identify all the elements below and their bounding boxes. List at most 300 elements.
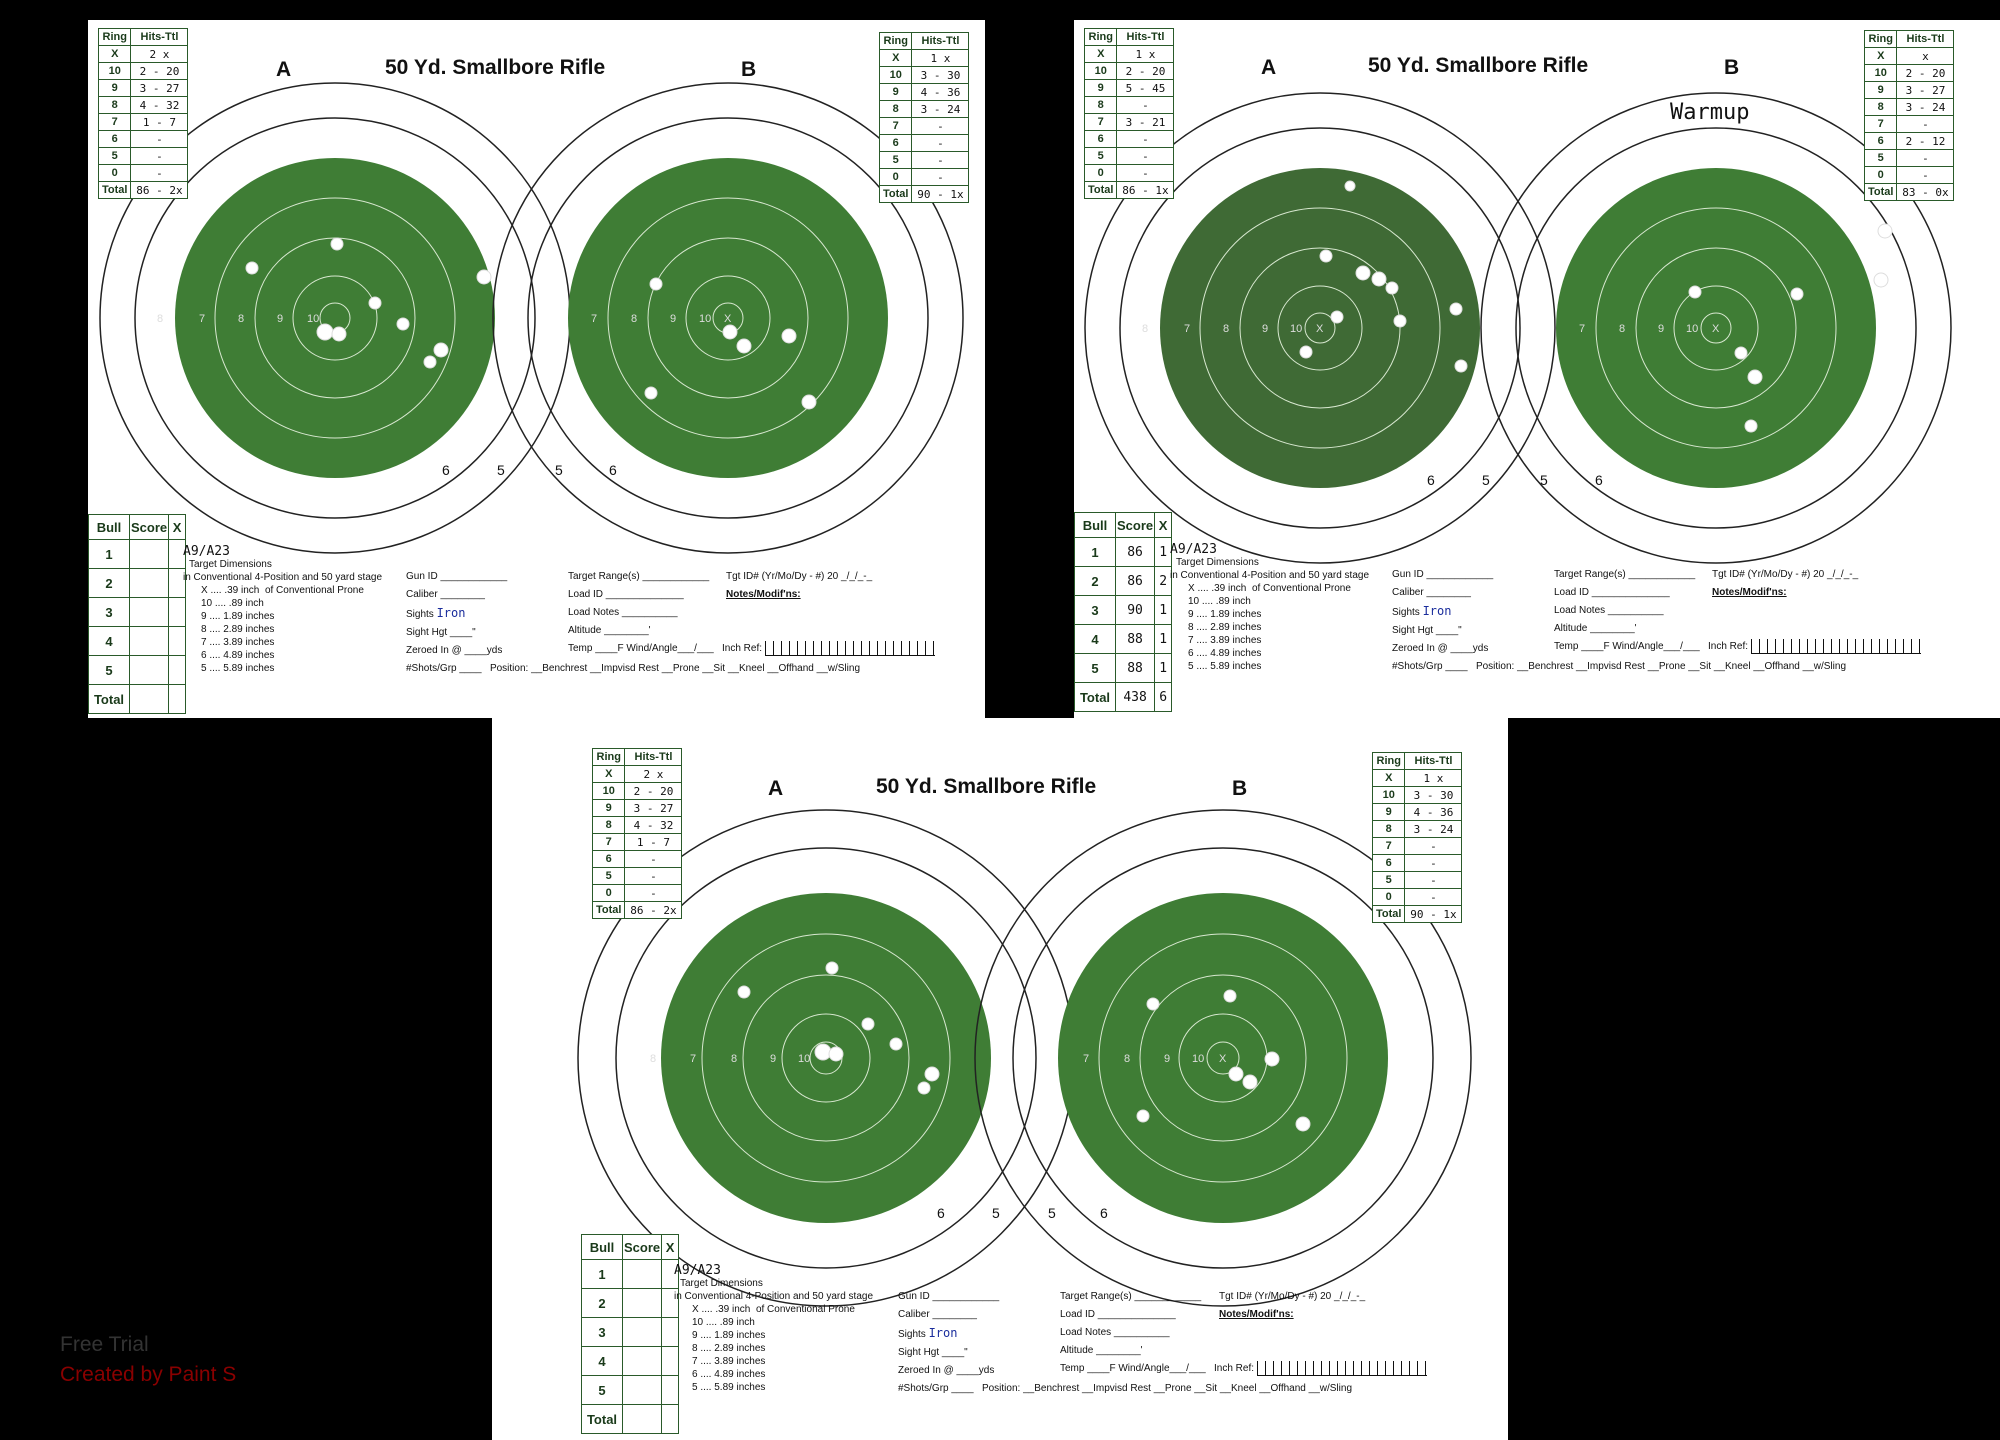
- dims-line1: in Conventional 4-Position and 50 yard stage: [183, 572, 383, 583]
- sight-hgt-label: Sight Hgt: [1392, 625, 1434, 636]
- svg-text:7: 7: [1083, 1053, 1090, 1065]
- x-header: X: [662, 1235, 679, 1260]
- ring-label: 8: [1373, 821, 1405, 838]
- sheet-title: 50 Yd. Smallbore Rifle: [1368, 54, 1589, 77]
- dims-ring: 6: [201, 650, 207, 661]
- ring-label: 0: [1085, 165, 1117, 182]
- caliber-label: Caliber: [406, 589, 438, 600]
- hits-value: 3 - 27: [625, 800, 682, 817]
- svg-text:5: 5: [555, 462, 563, 478]
- zeroed-label: Zeroed In @ ____yds: [898, 1365, 995, 1376]
- watermark-line1: Free Trial: [60, 1333, 149, 1356]
- bull-a-label: A: [768, 777, 784, 800]
- ring-label: 8: [1085, 97, 1117, 114]
- score-header: Score: [1116, 513, 1155, 538]
- ring-label: 8: [99, 97, 131, 114]
- ring-label: 7: [99, 114, 131, 131]
- bull-score: [623, 1260, 662, 1289]
- load-id-label: Load ID: [568, 589, 604, 600]
- bull-score: [623, 1289, 662, 1318]
- position-label: Position: __Benchrest __Impvisd Rest __Prone __Sit __Kneel __Offhand __w/Sling: [1475, 661, 1847, 672]
- hits-value: -: [1117, 148, 1174, 165]
- zeroed-label: Zeroed In @ ____yds: [406, 645, 503, 656]
- hits-value: -: [1117, 131, 1174, 148]
- bull-number: 1: [89, 540, 130, 569]
- ring-header: Ring: [1865, 31, 1897, 48]
- dims-ring: 9: [692, 1330, 698, 1341]
- hits-value: 2 - 20: [1897, 65, 1954, 82]
- ring-label: Total: [99, 182, 131, 199]
- svg-text:8: 8: [1619, 323, 1626, 335]
- caliber-label: Caliber: [1392, 587, 1424, 598]
- bull-a-label: A: [1261, 56, 1277, 79]
- ring-label: 0: [1373, 889, 1405, 906]
- ring-label: 10: [1865, 65, 1897, 82]
- dims-size: 1.89 inches: [714, 1330, 766, 1341]
- ring-label: 7: [1085, 114, 1117, 131]
- bull-score-table: [88, 514, 186, 714]
- svg-text:7: 7: [199, 313, 206, 325]
- dims-line1b: of Conventional Prone: [755, 1304, 855, 1315]
- bull-b-label: B: [1724, 56, 1740, 79]
- ring-label: 5: [99, 148, 131, 165]
- ring-label: X: [880, 50, 912, 67]
- tgt-form: [1712, 566, 1858, 602]
- hits-header: Hits-Ttl: [131, 29, 188, 46]
- dims-ring: 9: [1188, 609, 1194, 620]
- shots-label: #Shots/Grp ____: [898, 1383, 974, 1394]
- ring-label: 7: [593, 834, 625, 851]
- svg-text:7: 7: [690, 1053, 697, 1065]
- ring-label: 9: [1865, 82, 1897, 99]
- notes-label: Notes/Modif'ns:: [1712, 587, 1787, 598]
- bull-score: 88: [1116, 654, 1155, 683]
- dims-ring: 7: [1188, 635, 1194, 646]
- hits-value: 86 - 1x: [1117, 182, 1174, 199]
- ring-header: Ring: [1085, 29, 1117, 46]
- hits-value: -: [625, 851, 682, 868]
- svg-text:10: 10: [1686, 323, 1699, 335]
- bull-number: 2: [582, 1289, 623, 1318]
- hits-header: Hits-Ttl: [1117, 29, 1174, 46]
- ring-label: 9: [1373, 804, 1405, 821]
- ring-table-b: [1372, 752, 1462, 923]
- target-sheet-3: [492, 718, 1508, 1440]
- bull-x: 1: [1155, 625, 1172, 654]
- bull-number: 5: [89, 656, 130, 685]
- load-id-label: Load ID: [1060, 1309, 1096, 1320]
- dims-ring: 9: [201, 611, 207, 622]
- bull-score: [130, 569, 169, 598]
- hits-value: 4 - 36: [912, 84, 969, 101]
- notes-label: Notes/Modif'ns:: [1219, 1309, 1294, 1320]
- hits-value: 3 - 30: [912, 67, 969, 84]
- ring-label: Total: [593, 902, 625, 919]
- watermark-line2: Created by Paint S: [60, 1363, 237, 1386]
- dims-size: 4.89 inches: [714, 1369, 766, 1380]
- altitude-label: Altitude: [1060, 1345, 1094, 1356]
- bull-number: 2: [1075, 567, 1116, 596]
- dims-size: 5.89 inches: [1210, 661, 1262, 672]
- hits-value: -: [1405, 872, 1462, 889]
- dims-size: 1.89 inches: [223, 611, 275, 622]
- target-code: A9/A23: [674, 1263, 721, 1278]
- ring-label: 6: [1373, 855, 1405, 872]
- sights-label: Sights: [406, 609, 434, 620]
- ring-label: 5: [1865, 150, 1897, 167]
- dims-ring: 10: [692, 1317, 704, 1328]
- hits-value: x: [1897, 48, 1954, 65]
- bull-number: Total: [1075, 683, 1116, 712]
- svg-text:9: 9: [1658, 323, 1665, 335]
- target-dimensions: A9/A23 Target Dimensions in Conventional 4-Position and 50 yard stage X .... .39 inch of Conventional Prone 10 .... .89 inch 9 .... 1.89 inches 8 .... 2.89 inches 7 .... 3.89 inches 6 .... 4.89 inches 5 .... 5.89 inches: [1170, 542, 1370, 672]
- target-range-label: Target Range(s): [568, 571, 640, 582]
- dims-ring: 5: [201, 663, 207, 674]
- inch-ruler: [765, 641, 935, 656]
- svg-text:X: X: [1712, 323, 1720, 335]
- svg-text:8: 8: [157, 313, 164, 325]
- shots-label: #Shots/Grp ____: [406, 663, 482, 674]
- svg-text:9: 9: [277, 313, 284, 325]
- hits-value: 2 x: [625, 766, 682, 783]
- zeroed-label: Zeroed In @ ____yds: [1392, 643, 1489, 654]
- hits-header: Hits-Ttl: [625, 749, 682, 766]
- hits-value: -: [131, 148, 188, 165]
- dims-ring: X: [692, 1304, 699, 1315]
- bull-b-label: B: [1232, 777, 1248, 800]
- target-range-label: Target Range(s): [1060, 1291, 1132, 1302]
- hits-value: -: [912, 152, 969, 169]
- dims-size: .39 inch: [224, 585, 260, 596]
- score-header: Score: [130, 515, 169, 540]
- tgt-id-label: Tgt ID# (Yr/Mo/Dy - #) 20 _/_/_-_: [726, 571, 873, 582]
- bull-number: 3: [582, 1318, 623, 1347]
- svg-text:5: 5: [1482, 472, 1490, 488]
- ring-table-b: [1864, 30, 1954, 201]
- tgt-form: [726, 568, 872, 604]
- dims-ring: 8: [692, 1343, 698, 1354]
- sheet-title: 50 Yd. Smallbore Rifle: [385, 56, 606, 79]
- inch-ref-label: Inch Ref:: [722, 643, 763, 654]
- svg-text:10: 10: [1192, 1053, 1205, 1065]
- bull-number: Total: [89, 685, 130, 714]
- x-header: X: [1155, 513, 1172, 538]
- dims-size: 5.89 inches: [714, 1382, 766, 1393]
- dims-ring: X: [201, 585, 208, 596]
- ring-label: Total: [1373, 906, 1405, 923]
- dims-line1b: of Conventional Prone: [264, 585, 364, 596]
- sight-hgt-label: Sight Hgt: [898, 1347, 940, 1358]
- bull-score: 86: [1116, 567, 1155, 596]
- ring-label: X: [1865, 48, 1897, 65]
- svg-text:9: 9: [670, 313, 677, 325]
- ring-label: Total: [1085, 182, 1117, 199]
- hits-value: 3 - 27: [1897, 82, 1954, 99]
- ring-label: 10: [880, 67, 912, 84]
- hits-value: -: [131, 131, 188, 148]
- dims-heading: Target Dimensions: [1176, 557, 1259, 568]
- bull-x: 2: [1155, 567, 1172, 596]
- position-label: Position: __Benchrest __Impvisd Rest __Prone __Sit __Kneel __Offhand __w/Sling: [489, 663, 861, 674]
- svg-text:6: 6: [937, 1205, 945, 1221]
- hits-value: 2 - 20: [1117, 63, 1174, 80]
- bull-score-table: [581, 1234, 679, 1434]
- caliber-label: Caliber: [898, 1309, 930, 1320]
- svg-text:9: 9: [1262, 323, 1269, 335]
- bull-score: [623, 1318, 662, 1347]
- target-code: A9/A23: [183, 544, 230, 559]
- altitude-label: Altitude: [568, 625, 602, 636]
- target-code: A9/A23: [1170, 542, 1217, 557]
- dims-ring: 7: [201, 637, 207, 648]
- bull-x: 6: [1155, 683, 1172, 712]
- svg-text:10: 10: [798, 1053, 811, 1065]
- dims-ring: X: [1188, 583, 1195, 594]
- sights-value: Iron: [928, 1326, 958, 1340]
- ring-label: X: [1085, 46, 1117, 63]
- inch-ruler: [1751, 639, 1921, 654]
- ring-table-b: [879, 32, 969, 203]
- svg-text:5: 5: [1048, 1205, 1056, 1221]
- temp-label: Temp ____F Wind/Angle___/___: [1060, 1363, 1206, 1374]
- svg-text:7: 7: [1579, 323, 1586, 335]
- dims-size: .89 inch: [1215, 596, 1251, 607]
- tgt-id-label: Tgt ID# (Yr/Mo/Dy - #) 20 _/_/_-_: [1712, 569, 1859, 580]
- target-dimensions: A9/A23 Target Dimensions in Conventional 4-Position and 50 yard stage X .... .39 inch of Conventional Prone 10 .... .89 inch 9 .... 1.89 inches 8 .... 2.89 inches 7 .... 3.89 inches 6 .... 4.89 inches 5 .... 5.89 inches: [674, 1263, 874, 1393]
- score-header: Score: [623, 1235, 662, 1260]
- bull-number: 3: [1075, 596, 1116, 625]
- ring-label: 0: [1865, 167, 1897, 184]
- hits-value: -: [912, 169, 969, 186]
- sights-value: Iron: [436, 606, 466, 620]
- dims-ring: 7: [692, 1356, 698, 1367]
- svg-text:6: 6: [1427, 472, 1435, 488]
- shots-label: #Shots/Grp ____: [1392, 661, 1468, 672]
- dims-heading: Target Dimensions: [189, 559, 272, 570]
- ring-header: Ring: [99, 29, 131, 46]
- ring-label: 5: [1373, 872, 1405, 889]
- bull-score: 438: [1116, 683, 1155, 712]
- svg-text:7: 7: [1184, 323, 1191, 335]
- ring-label: 0: [99, 165, 131, 182]
- svg-text:8: 8: [1142, 323, 1149, 335]
- dims-ring: 5: [1188, 661, 1194, 672]
- dims-size: 5.89 inches: [223, 663, 275, 674]
- load-notes-label: Load Notes: [1060, 1327, 1112, 1338]
- svg-text:10: 10: [1290, 323, 1303, 335]
- hits-value: -: [1117, 165, 1174, 182]
- bull-number: 1: [1075, 538, 1116, 567]
- gun-id-label: Gun ID: [1392, 569, 1424, 580]
- bull-score: [623, 1347, 662, 1376]
- tgt-id-label: Tgt ID# (Yr/Mo/Dy - #) 20 _/_/_-_: [1219, 1291, 1366, 1302]
- bull-x: 1: [1155, 596, 1172, 625]
- notes-label: Notes/Modif'ns:: [726, 589, 801, 600]
- hits-header: Hits-Ttl: [1405, 753, 1462, 770]
- ring-label: 8: [880, 101, 912, 118]
- temp-label: Temp ____F Wind/Angle___/___: [568, 643, 714, 654]
- ring-label: X: [593, 766, 625, 783]
- position-label: Position: __Benchrest __Impvisd Rest __Prone __Sit __Kneel __Offhand __w/Sling: [981, 1383, 1353, 1394]
- load-form: Target Range(s) ____________ Load ID ______________ Load Notes __________ Altitude ________' Temp ____F Wind/Angle___/___ Inch Ref:: [1554, 566, 1921, 656]
- hits-header: Hits-Ttl: [1897, 31, 1954, 48]
- hits-value: 3 - 24: [1897, 99, 1954, 116]
- hits-value: -: [912, 118, 969, 135]
- svg-text:10: 10: [699, 313, 712, 325]
- sights-label: Sights: [1392, 607, 1420, 618]
- ring-label: 5: [880, 152, 912, 169]
- gun-id-label: Gun ID: [898, 1291, 930, 1302]
- ring-header: Ring: [880, 33, 912, 50]
- dims-ring: 6: [1188, 648, 1194, 659]
- ring-label: 7: [1865, 116, 1897, 133]
- ring-label: 0: [593, 885, 625, 902]
- hits-value: -: [1405, 855, 1462, 872]
- hits-value: -: [131, 165, 188, 182]
- sight-hgt-label: Sight Hgt: [406, 627, 448, 638]
- ring-label: 6: [1085, 131, 1117, 148]
- bull-number: 4: [1075, 625, 1116, 654]
- dims-size: 4.89 inches: [223, 650, 275, 661]
- bull-score: [623, 1405, 662, 1434]
- inch-ref-label: Inch Ref:: [1708, 641, 1749, 652]
- dims-size: 2.89 inches: [714, 1343, 766, 1354]
- bull-x: 1: [1155, 654, 1172, 683]
- ring-label: X: [99, 46, 131, 63]
- svg-text:X: X: [1316, 323, 1324, 335]
- hits-value: 1 - 7: [625, 834, 682, 851]
- bull-score: [130, 627, 169, 656]
- ring-table-a: [592, 748, 682, 919]
- svg-text:8: 8: [650, 1053, 657, 1065]
- svg-text:X: X: [724, 313, 732, 325]
- ring-table-a: [98, 28, 188, 199]
- hits-value: -: [625, 868, 682, 885]
- ring-label: 8: [1865, 99, 1897, 116]
- hits-value: -: [625, 885, 682, 902]
- hits-header: Hits-Ttl: [912, 33, 969, 50]
- warmup-note: Warmup: [1670, 100, 1750, 125]
- sights-value: Iron: [1422, 604, 1452, 618]
- ring-label: 10: [1085, 63, 1117, 80]
- ring-label: 5: [593, 868, 625, 885]
- bull-header: Bull: [1075, 513, 1116, 538]
- bull-score: 90: [1116, 596, 1155, 625]
- ring-label: 9: [99, 80, 131, 97]
- hits-value: -: [1405, 838, 1462, 855]
- target-sheet-2: [1074, 20, 2000, 718]
- hits-value: 3 - 30: [1405, 787, 1462, 804]
- ring-label: 7: [1373, 838, 1405, 855]
- ring-label: X: [1373, 770, 1405, 787]
- dims-heading: Target Dimensions: [680, 1278, 763, 1289]
- load-notes-label: Load Notes: [568, 607, 620, 618]
- svg-text:8: 8: [238, 313, 245, 325]
- hits-value: 3 - 24: [1405, 821, 1462, 838]
- hits-value: 2 - 20: [131, 63, 188, 80]
- dims-size: 3.89 inches: [1210, 635, 1262, 646]
- ring-label: 7: [880, 118, 912, 135]
- svg-text:5: 5: [497, 462, 505, 478]
- bull-number: 4: [89, 627, 130, 656]
- hits-value: 4 - 32: [131, 97, 188, 114]
- dims-ring: 10: [1188, 596, 1200, 607]
- bull-score-table: [1074, 512, 1172, 712]
- ring-label: Total: [880, 186, 912, 203]
- ring-header: Ring: [593, 749, 625, 766]
- bull-number: 3: [89, 598, 130, 627]
- bull-score: [623, 1376, 662, 1405]
- hits-value: 90 - 1x: [1405, 906, 1462, 923]
- hits-value: 3 - 24: [912, 101, 969, 118]
- dims-size: .39 inch: [1211, 583, 1247, 594]
- trial-watermark: [60, 1330, 236, 1390]
- hits-value: 5 - 45: [1117, 80, 1174, 97]
- load-id-label: Load ID: [1554, 587, 1590, 598]
- dims-size: .89 inch: [719, 1317, 755, 1328]
- ring-label: 9: [1085, 80, 1117, 97]
- ring-label: 10: [593, 783, 625, 800]
- target-range-label: Target Range(s): [1554, 569, 1626, 580]
- ring-label: 8: [593, 817, 625, 834]
- inch-ruler: [1257, 1361, 1427, 1376]
- bull-header: Bull: [582, 1235, 623, 1260]
- dims-size: 4.89 inches: [1210, 648, 1262, 659]
- target-sheet-1: [88, 20, 985, 718]
- svg-text:8: 8: [731, 1053, 738, 1065]
- inch-ref-label: Inch Ref:: [1214, 1363, 1255, 1374]
- hits-value: 90 - 1x: [912, 186, 969, 203]
- bull-b-label: B: [741, 58, 757, 81]
- svg-text:10: 10: [307, 313, 320, 325]
- svg-text:8: 8: [1124, 1053, 1131, 1065]
- ring-label: 10: [99, 63, 131, 80]
- bull-number: 5: [1075, 654, 1116, 683]
- ring-label: 6: [880, 135, 912, 152]
- svg-text:6: 6: [1595, 472, 1603, 488]
- ring-label: Total: [1865, 184, 1897, 201]
- target-dimensions: A9/A23 Target Dimensions in Conventional 4-Position and 50 yard stage X .... .39 inch of Conventional Prone 10 .... .89 inch 9 .... 1.89 inches 8 .... 2.89 inches 7 .... 3.89 inches 6 .... 4.89 inches 5 .... 5.89 inches: [183, 544, 383, 674]
- dims-ring: 8: [1188, 622, 1194, 633]
- dims-size: 1.89 inches: [1210, 609, 1262, 620]
- ring-label: 5: [1085, 148, 1117, 165]
- hits-value: 2 - 12: [1897, 133, 1954, 150]
- svg-text:8: 8: [1223, 323, 1230, 335]
- dims-ring: 5: [692, 1382, 698, 1393]
- dims-line1: in Conventional 4-Position and 50 yard stage: [1170, 570, 1370, 581]
- hits-value: 2 - 20: [625, 783, 682, 800]
- ring-label: 9: [593, 800, 625, 817]
- dims-size: .39 inch: [715, 1304, 751, 1315]
- hits-value: 1 - 7: [131, 114, 188, 131]
- ring-table-a: [1084, 28, 1174, 199]
- svg-text:6: 6: [442, 462, 450, 478]
- hits-value: 4 - 36: [1405, 804, 1462, 821]
- bull-a-label: A: [276, 58, 292, 81]
- svg-text:5: 5: [992, 1205, 1000, 1221]
- gun-form: Gun ID ____________ Caliber ________ Sights Iron Sight Hgt ____" Zeroed In @ ____yds #Shots/Grp ____ Position: __Benchrest __Impvisd Rest __Prone __Sit __Kneel __Offhand __w/Sling: [1392, 569, 1847, 672]
- svg-text:X: X: [1219, 1053, 1227, 1065]
- load-form: Target Range(s) ____________ Load ID ______________ Load Notes __________ Altitude ________' Temp ____F Wind/Angle___/___ Inch Ref:: [568, 568, 935, 658]
- sheet-title: 50 Yd. Smallbore Rifle: [876, 775, 1097, 798]
- svg-text:9: 9: [1164, 1053, 1171, 1065]
- dims-size: 2.89 inches: [223, 624, 275, 635]
- svg-text:6: 6: [609, 462, 617, 478]
- hits-value: -: [1405, 889, 1462, 906]
- ring-label: 6: [1865, 133, 1897, 150]
- ring-label: 6: [99, 131, 131, 148]
- dims-line1: in Conventional 4-Position and 50 yard stage: [674, 1291, 874, 1302]
